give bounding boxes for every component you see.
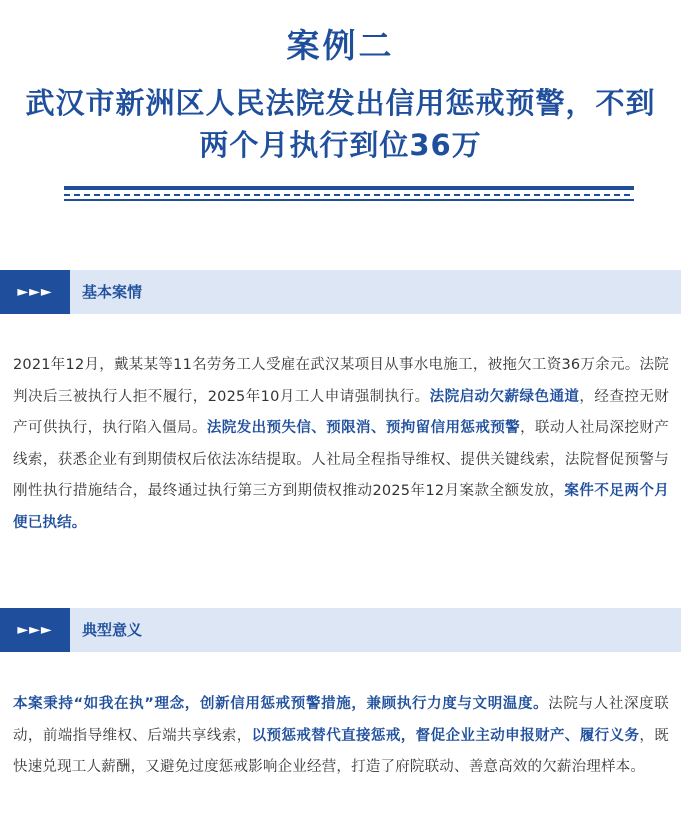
- triple-arrow-icon: ►►►: [0, 270, 70, 314]
- headline: 武汉市新洲区人民法院发出信用惩戒预警，不到两个月执行到位36万: [25, 86, 656, 162]
- divider-line: [64, 186, 634, 190]
- body-text: 法院与人社深度联动，前端指导维权、后端共享线索，: [13, 696, 669, 744]
- divider-line: [64, 199, 634, 201]
- section-header-basic-facts: [0, 270, 681, 314]
- section-paragraph: [13, 689, 669, 784]
- section-paragraph: [13, 350, 669, 539]
- section-title: 基本案情: [82, 283, 143, 301]
- section-title: 典型意义: [82, 621, 143, 639]
- highlight-text: 法院发出预失信、预限消、预拘留信用惩戒预警: [206, 420, 521, 436]
- highlight-text: 案件不足两个月便已执结。: [13, 483, 669, 531]
- case-label: 案例二: [286, 26, 395, 65]
- body-text: ，经查控无财产可供执行，执行陷入僵局。: [13, 388, 670, 436]
- highlight-text: 本案秉持“如我在执”理念，创新信用惩戒预警措施，兼顾执行力度与文明温度。: [13, 696, 549, 712]
- body-text: 2021年12月，戴某某等11名劳务工人受雇在武汉某项目从事水电施工，被拖欠工资36万余元。法院判决后三被执行人拒不履行，2025年10月工人申请强制执行。: [13, 357, 669, 405]
- triple-arrow-icon: ►►►: [0, 608, 70, 652]
- divider-dashes: [64, 194, 634, 196]
- section-header-significance: [0, 608, 681, 652]
- body-text: ，既快速兑现工人薪酬，又避免过度惩戒影响企业经营，打造了府院联动、善意高效的欠薪治理样本。: [13, 727, 670, 775]
- highlight-text: 法院启动欠薪绿色通道: [429, 388, 580, 405]
- body-text: ，联动人社局深挖财产线索，获悉企业有到期债权后依法冻结提取。人社局全程指导维权、提供关键线索，法院督促预警与刚性执行措施结合，最终通过执行第三方到期债权推动2025年12月案款全额发放，: [13, 420, 670, 499]
- highlight-text: 以预惩戒替代直接惩戒，督促企业主动申报财产、履行义务: [251, 727, 640, 744]
